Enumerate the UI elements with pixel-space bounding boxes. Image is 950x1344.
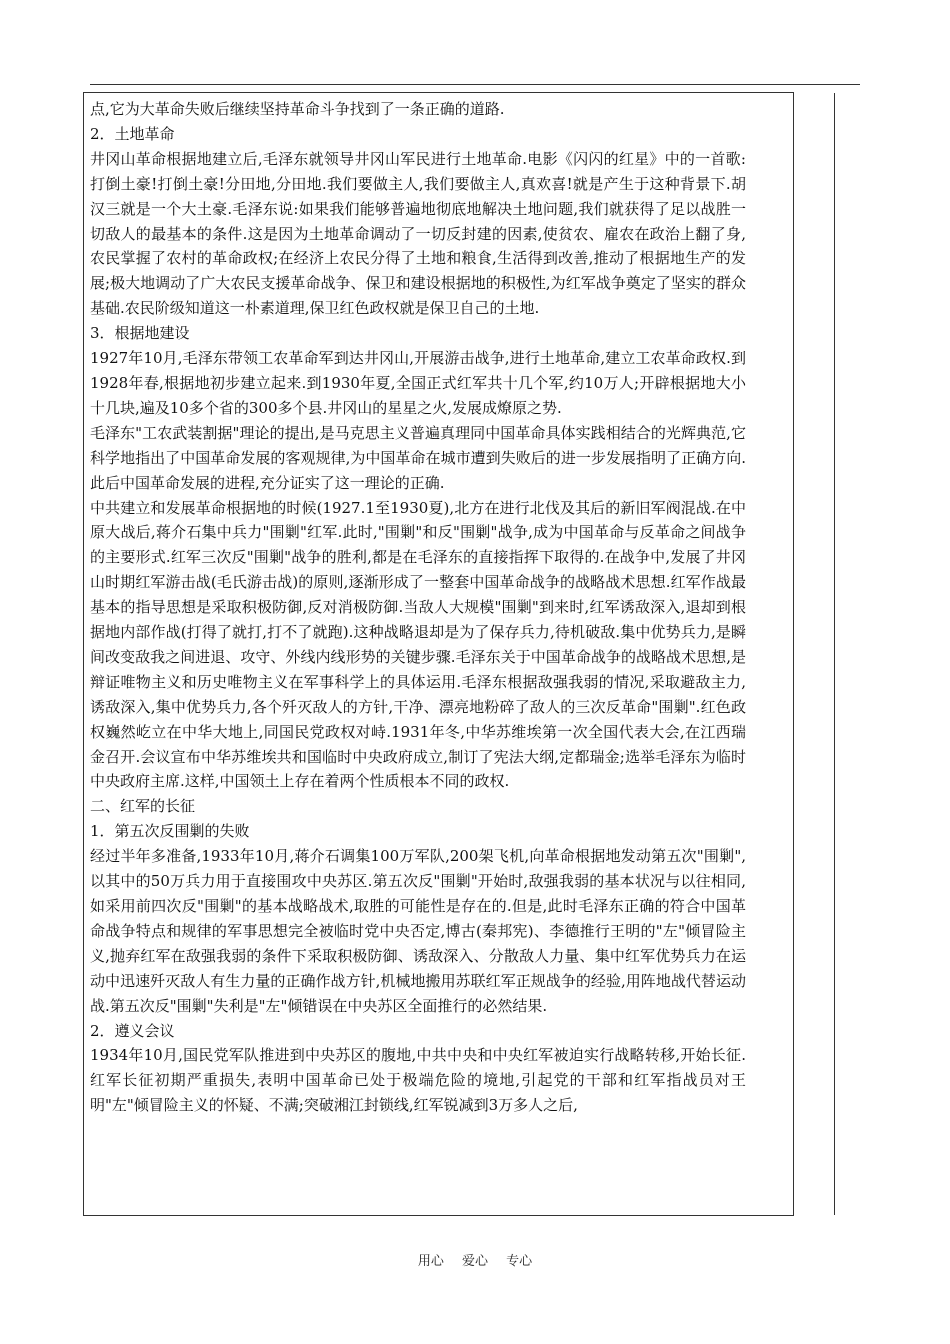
footer-word: 爱心 [461, 1254, 488, 1269]
section-heading: 3．根据地建设 [90, 324, 190, 343]
paragraph: 点,它为大革命失败后继续坚持革命斗争找到了一条正确的道路. [90, 100, 505, 118]
section-heading: 2．遵义会议 [90, 1021, 175, 1040]
paragraph: 经过半年多准备,1933年10月,蒋介石调集100万军队,200架飞机,向革命根据地发动第五次"围剿",以其中的50万兵力用于直接围攻中央苏区.第五次反"围剿"开始时,敌强我弱的基本状况与以往相同,如采用前四次反"围剿"的基本战略战术,取胜的可能性是存在的.但是,此时毛泽东正确的符合中国革命战争特点和规律的军事思想完全被临时党中央否定,博古(秦邦宪)、李德推行王明的"左"倾冒险主义,抛弃红军在敌强我弱的条件下采取积极防御、诱敌深入、分散敌人力量、集中红军优势兵力在运动中迅速歼灭敌人有生力量的正确作战方针,机械地搬用苏联红军正规战争的经验,用阵地战代替运动战.第五次反"围剿"失利是"左"倾错误在中央苏区全面推行的必然结果. [90, 847, 746, 1015]
side-column-divider [834, 93, 835, 1215]
page-footer [0, 1250, 950, 1269]
section-heading: 2．土地革命 [90, 124, 175, 143]
section-heading: 1．第五次反围剿的失败 [90, 822, 250, 841]
content-table [83, 92, 794, 1216]
paragraph: 中共建立和发展革命根据地的时候(1927.1至1930夏),北方在进行北伐及其后的新旧军阀混战.在中原大战后,蒋介石集中兵力"围剿"红军.此时,"围剿"和反"围剿"战争,成为中国革命与反革命之间战争的主要形式.红军三次反"围剿"战争的胜利,都是在毛泽东的直接指挥下取得的.在战争中,发展了井冈山时期红军游击战(毛氏游击战)的原则,逐渐形成了一整套中国革命战争的战略战术思想.红军作战最基本的指导思想是采取积极防御,反对消极防御.当敌人大规模"围剿"到来时,红军诱敌深入,退却到根据地内部作战(打得了就打,打不了就跑).这种战略退却是为了保存兵力,待机破敌.集中优势兵力,是瞬间改变敌我之间进退、攻守、外线内线形势的关键步骤.毛泽东关于中国革命战争的战略战术思想,是辩证唯物主义和历史唯物主义在军事科学上的具体运用.毛泽东根据敌强我弱的情况,采取避敌主力,诱敌深入,集中优势兵力,各个歼灭敌人的方针,干净、漂亮地粉碎了敌人的三次反革命"围剿".红色政权巍然屹立在中华大地上,同国民党政权对峙.1931年冬,中华苏维埃第一次全国代表大会,在江西瑞金召开.会议宣布中华苏维埃共和国临时中央政府成立,制订了宪法大纲,定都瑞金;选举毛泽东为临时中央政府主席.这样,中国领土上存在着两个性质根本不同的政权. [90, 498, 746, 791]
paragraph: 井冈山革命根据地建立后,毛泽东就领导井冈山军民进行土地革命.电影《闪闪的红星》中的一首歌:打倒土豪!打倒土豪!分田地,分田地.我们要做主人,我们要做主人,真欢喜!就是产生于这种背景下.胡汉三就是一个大土豪.毛泽东说:如果我们能够普遍地彻底地解决土地问题,我们就获得了足以战胜一切敌人的最基本的条件.这是因为土地革命调动了一切反封建的因素,使贫农、雇农在政治上翻了身,农民掌握了农村的革命政权;在经济上农民分得了土地和粮食,生活得到改善,推动了根据地生产的发展;极大地调动了广大农民支援革命战争、保卫和建设根据地的积极性,为红军战争奠定了坚实的群众基础.农民阶级知道这一朴素道理,保卫红色政权就是保卫自己的土地. [90, 149, 746, 318]
main-text-cell [90, 97, 746, 1118]
header-rule [90, 84, 860, 85]
paragraph: 1927年10月,毛泽东带领工农革命军到达井冈山,开展游击战争,进行土地革命,建立工农革命政权.到1928年春,根据地初步建立起来.到1930年夏,全国正式红军共十几个军,约10万人;开辟根据地大小十几块,遍及10多个省的300多个县.井冈山的星星之火,发展成燎原之势. [90, 349, 746, 417]
paragraph: 毛泽东"工农武装割据"理论的提出,是马克思主义普遍真理同中国革命具体实践相结合的光辉典范,它科学地指出了中国革命发展的客观规律,为中国革命在城市遭到失败后的进一步发展指明了正确方向.此后中国革命发展的进程,充分证实了这一理论的正确. [90, 423, 746, 492]
footer-word: 用心 [417, 1254, 444, 1269]
footer-word: 专心 [506, 1254, 533, 1269]
paragraph: 1934年10月,国民党军队推进到中央苏区的腹地,中共中央和中央红军被迫实行战略转移,开始长征.红军长征初期严重损失,表明中国革命已处于极端危险的境地,引起党的干部和红军指战员对王明"左"倾冒险主义的怀疑、不满;突破湘江封锁线,红军锐减到3万多人之后, [90, 1046, 746, 1115]
chapter-heading: 二、红军的长征 [90, 797, 196, 816]
